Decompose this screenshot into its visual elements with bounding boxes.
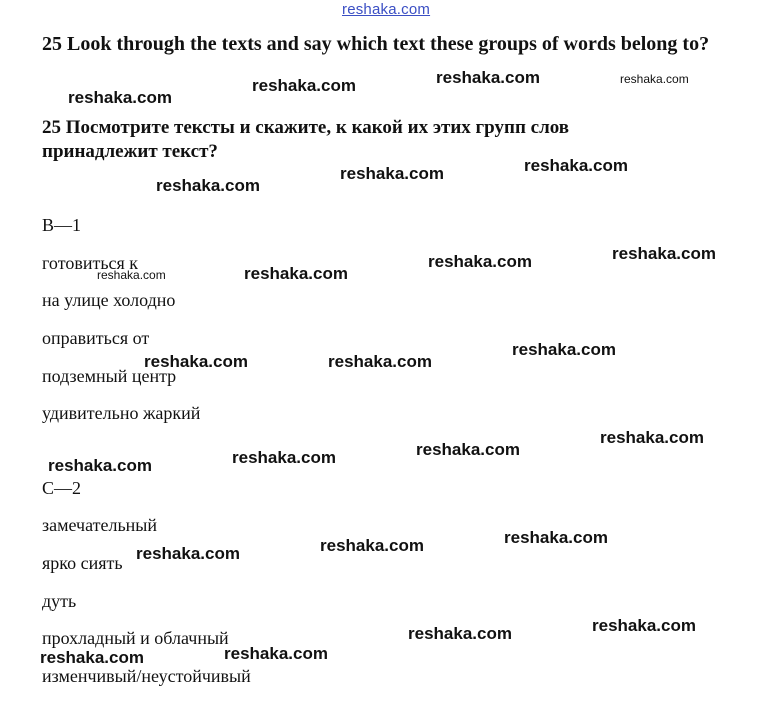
list-item: удивительно жаркий <box>42 403 201 423</box>
watermark: reshaka.com <box>328 352 432 371</box>
list-item: замечательный <box>42 515 158 535</box>
list-item: ярко сиять <box>42 553 123 573</box>
watermark: reshaka.com <box>600 428 704 447</box>
watermark: reshaka.com <box>252 76 356 95</box>
watermark: reshaka.com <box>232 448 336 467</box>
watermark: reshaka.com <box>524 156 628 175</box>
list-item: подземный центр <box>42 366 177 386</box>
watermark: reshaka.com <box>340 164 444 183</box>
task-title-english: 25 Look through the texts and say which text these groups of words belong to? <box>42 33 710 55</box>
list-item: прохладный и облачный <box>42 628 229 648</box>
watermark: reshaka.com <box>156 176 260 195</box>
watermark: reshaka.com <box>408 624 512 643</box>
watermark: reshaka.com <box>97 268 166 282</box>
watermark: reshaka.com <box>512 340 616 359</box>
section-b-label: B—1 <box>42 215 82 235</box>
list-item: готовиться к <box>42 253 139 273</box>
watermark: reshaka.com <box>40 648 144 667</box>
watermark: reshaka.com <box>224 644 328 663</box>
watermark: reshaka.com <box>612 244 716 263</box>
watermark: reshaka.com <box>436 68 540 87</box>
watermark: reshaka.com <box>68 88 172 107</box>
list-item: изменчивый/неустойчивый <box>42 666 251 686</box>
watermark: reshaka.com <box>244 264 348 283</box>
watermark: reshaka.com <box>136 544 240 563</box>
watermark: reshaka.com <box>320 536 424 555</box>
watermark: reshaka.com <box>592 616 696 635</box>
watermark: reshaka.com <box>48 456 152 475</box>
watermark: reshaka.com <box>416 440 520 459</box>
task-title-russian: 25 Посмотрите тексты и скажите, к какой их этих групп слов принадлежит текст? <box>42 117 570 162</box>
list-item: на улице холодно <box>42 290 176 310</box>
site-link[interactable]: reshaka.com <box>342 1 431 18</box>
section-c-label: C—2 <box>42 478 82 498</box>
list-item: оправиться от <box>42 328 150 348</box>
watermark: reshaka.com <box>620 72 689 86</box>
list-item: дуть <box>42 591 77 611</box>
watermark: reshaka.com <box>144 352 248 371</box>
watermark: reshaka.com <box>504 528 608 547</box>
watermark: reshaka.com <box>428 252 532 271</box>
